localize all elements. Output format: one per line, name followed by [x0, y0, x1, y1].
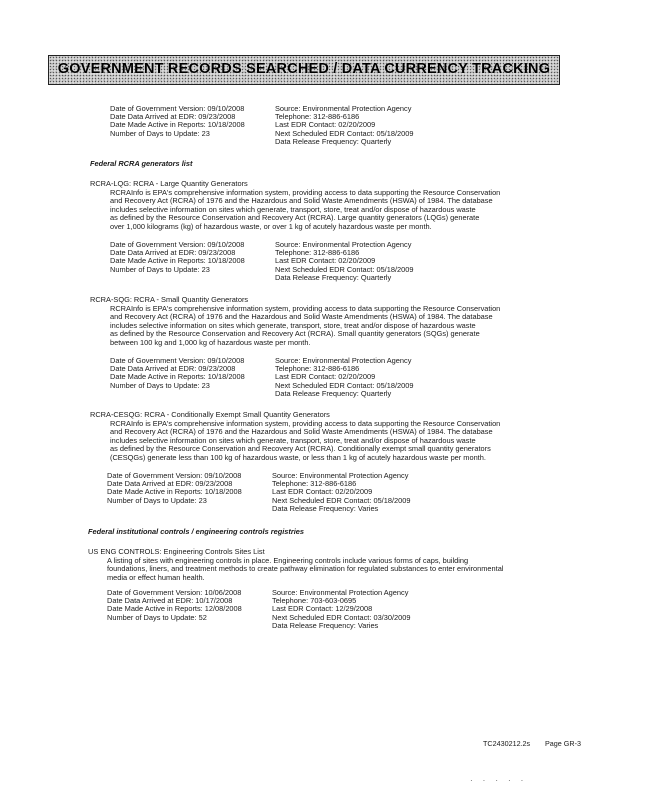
last-contact: Last EDR Contact: 02/20/2009 — [272, 487, 373, 497]
eng-source-block — [272, 589, 410, 630]
release-frequency: Data Release Frequency: Varies — [272, 620, 379, 630]
next-contact: Next Scheduled EDR Contact: 05/18/2009 — [275, 380, 414, 390]
desc-line: and Recovery Act (RCRA) of 1976 and the Hazardous and Solid Waste Amendments (HSWA) of 1984. The database — [110, 312, 493, 322]
next-contact: Next Scheduled EDR Contact: 05/18/2009 — [275, 264, 414, 274]
date-active: Date Made Active in Reports: 10/18/2008 — [107, 487, 242, 497]
banner-title: GOVERNMENT RECORDS SEARCHED / DATA CURRENCY TRACKING — [57, 61, 551, 78]
date-active: Date Made Active in Reports: 10/18/2008 — [110, 256, 245, 266]
date-gov-version: Date of Government Version: 09/10/2008 — [110, 240, 245, 249]
telephone: Telephone: 703-603-0695 — [272, 596, 357, 606]
sqg-source-block — [275, 357, 413, 398]
scan-specks: ····· — [470, 776, 534, 785]
date-arrived: Date Data Arrived at EDR: 10/17/2008 — [107, 596, 233, 606]
desc-line: between 100 kg and 1,000 kg of hazardous waste per month. — [110, 337, 311, 347]
date-gov-version: Date of Government Version: 09/10/2008 — [107, 471, 242, 480]
telephone: Telephone: 312-886-6186 — [275, 112, 360, 122]
telephone: Telephone: 312-886-6186 — [275, 364, 360, 374]
sqg-dates-block — [110, 357, 245, 390]
last-contact: Last EDR Contact: 02/20/2009 — [275, 120, 376, 130]
eng-description — [107, 557, 503, 582]
desc-line: includes selective information on sites which generate, transport, store, treat and/or dispose of hazardous waste — [110, 320, 476, 330]
desc-line: RCRAInfo is EPA's comprehensive information system, providing access to data supporting the Resource Conservation — [110, 419, 501, 428]
lqg-dates-block — [110, 241, 245, 274]
top-source-block — [275, 105, 413, 146]
date-arrived: Date Data Arrived at EDR: 09/23/2008 — [110, 364, 236, 374]
desc-line: includes selective information on sites which generate, transport, store, treat and/or dispose of hazardous waste — [110, 204, 476, 214]
date-gov-version: Date of Government Version: 10/06/2008 — [107, 588, 242, 597]
desc-line: as defined by the Resource Conservation and Recovery Act (RCRA). Conditionally exempt small quantity generators — [110, 444, 491, 454]
next-contact: Next Scheduled EDR Contact: 03/30/2009 — [272, 612, 411, 622]
next-contact: Next Scheduled EDR Contact: 05/18/2009 — [272, 495, 411, 505]
lqg-description — [110, 189, 500, 231]
source: Source: Environmental Protection Agency — [275, 240, 412, 249]
date-active: Date Made Active in Reports: 10/18/2008 — [110, 120, 245, 130]
date-active: Date Made Active in Reports: 12/08/2008 — [107, 604, 242, 614]
days-to-update: Number of Days to Update: 23 — [110, 264, 210, 274]
cesqg-title: RCRA-CESQG: RCRA - Conditionally Exempt Small Quantity Generators — [90, 410, 330, 419]
cesqg-dates-block — [107, 472, 242, 505]
last-contact: Last EDR Contact: 02/20/2009 — [275, 372, 376, 382]
desc-line: includes selective information on sites which generate, transport, store, treat and/or dispose of hazardous waste — [110, 435, 476, 445]
desc-line: RCRAInfo is EPA's comprehensive information system, providing access to data supporting the Resource Conservation — [110, 188, 501, 197]
date-arrived: Date Data Arrived at EDR: 09/23/2008 — [107, 479, 233, 489]
desc-line: foundations, liners, and treatment methods to create pathway elimination for regulated substances to enter environmental — [107, 564, 504, 574]
desc-line: as defined by the Resource Conservation and Recovery Act (RCRA). Small quantity generators (SQGs) generate — [110, 329, 480, 339]
eng-dates-block — [107, 589, 242, 622]
lqg-source-block — [275, 241, 413, 282]
lqg-title: RCRA-LQG: RCRA - Large Quantity Generators — [90, 179, 248, 188]
section-heading-rcra: Federal RCRA generators list — [90, 159, 193, 168]
top-dates-block — [110, 105, 245, 138]
desc-line: (CESQGs) generate less than 100 kg of hazardous waste, or less than 1 kg of acutely hazardous waste per month. — [110, 452, 486, 462]
date-arrived: Date Data Arrived at EDR: 09/23/2008 — [110, 248, 236, 258]
source: Source: Environmental Protection Agency — [272, 588, 409, 597]
date-gov-version: Date of Government Version: 09/10/2008 — [110, 104, 245, 113]
release-frequency: Data Release Frequency: Quarterly — [275, 136, 392, 146]
days-to-update: Number of Days to Update: 52 — [107, 612, 207, 622]
page-number: Page GR-3 — [545, 739, 581, 748]
days-to-update: Number of Days to Update: 23 — [110, 380, 210, 390]
desc-line: A listing of sites with engineering controls in place. Engineering controls include various forms of caps, building — [107, 556, 469, 565]
source: Source: Environmental Protection Agency — [275, 356, 412, 365]
desc-line: media or effect human health. — [107, 572, 205, 582]
source: Source: Environmental Protection Agency — [272, 471, 409, 480]
desc-line: and Recovery Act (RCRA) of 1976 and the Hazardous and Solid Waste Amendments (HSWA) of 1984. The database — [110, 196, 493, 206]
desc-line: as defined by the Resource Conservation and Recovery Act (RCRA). Large quantity generators (LQGs) generate — [110, 213, 480, 223]
telephone: Telephone: 312-886-6186 — [272, 479, 357, 489]
release-frequency: Data Release Frequency: Varies — [272, 503, 379, 513]
next-contact: Next Scheduled EDR Contact: 05/18/2009 — [275, 128, 414, 138]
date-arrived: Date Data Arrived at EDR: 09/23/2008 — [110, 112, 236, 122]
release-frequency: Data Release Frequency: Quarterly — [275, 272, 392, 282]
desc-line: over 1,000 kilograms (kg) of hazardous waste, or over 1 kg of acutely hazardous waste per month. — [110, 221, 432, 231]
telephone: Telephone: 312-886-6186 — [275, 248, 360, 258]
cesqg-source-block — [272, 472, 410, 513]
cesqg-description — [110, 420, 500, 462]
page-banner — [48, 55, 560, 85]
section-heading-institutional: Federal institutional controls / engineering controls registries — [88, 527, 305, 536]
last-contact: Last EDR Contact: 12/29/2008 — [272, 604, 373, 614]
release-frequency: Data Release Frequency: Quarterly — [275, 388, 392, 398]
sqg-description — [110, 305, 500, 347]
sqg-title: RCRA-SQG: RCRA - Small Quantity Generators — [90, 295, 249, 304]
desc-line: and Recovery Act (RCRA) of 1976 and the Hazardous and Solid Waste Amendments (HSWA) of 1984. The database — [110, 427, 493, 437]
eng-title: US ENG CONTROLS: Engineering Controls Sites List — [88, 547, 265, 556]
desc-line: RCRAInfo is EPA's comprehensive information system, providing access to data supporting the Resource Conservation — [110, 304, 501, 313]
last-contact: Last EDR Contact: 02/20/2009 — [275, 256, 376, 266]
days-to-update: Number of Days to Update: 23 — [110, 128, 210, 138]
date-active: Date Made Active in Reports: 10/18/2008 — [110, 372, 245, 382]
document-code: TC2430212.2s — [483, 739, 531, 748]
source: Source: Environmental Protection Agency — [275, 104, 412, 113]
days-to-update: Number of Days to Update: 23 — [107, 495, 207, 505]
date-gov-version: Date of Government Version: 09/10/2008 — [110, 356, 245, 365]
